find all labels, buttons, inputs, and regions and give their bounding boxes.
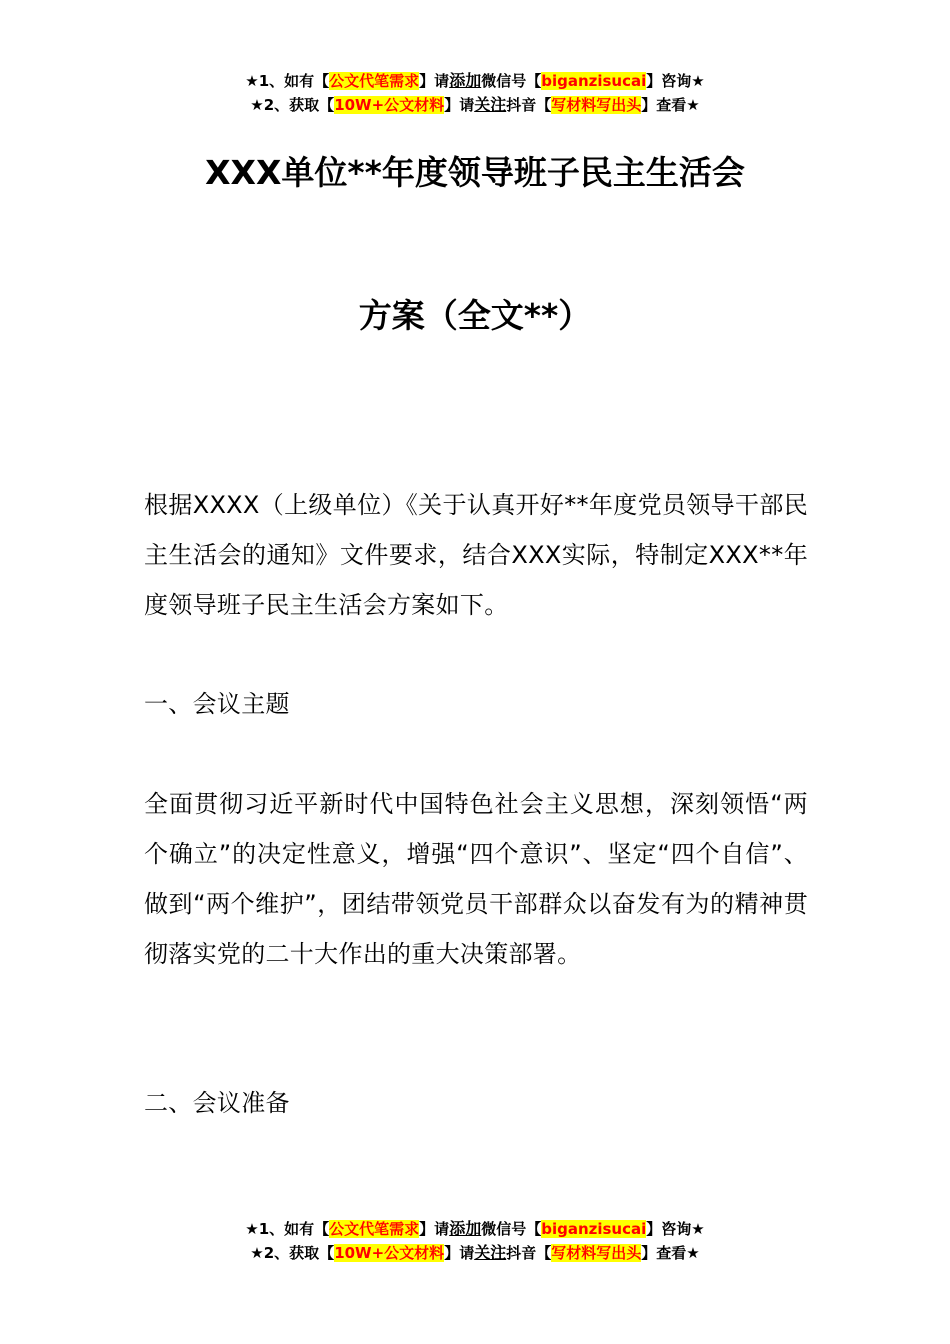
highlight-text: 公文代笔需求 [329,72,420,90]
footer-promo-line-2: ★2、获取【10W+公文材料】请关注抖音【写材料写出头】查看★ [250,1243,700,1262]
highlight-text: 写材料写出头 [551,96,642,114]
section-1-heading: 一、会议主题 [144,690,290,718]
footer-promo-line-1: ★1、如有【公文代笔需求】请添加微信号【biganzisucai】咨询★ [245,1219,705,1238]
footer-promo [0,1217,950,1265]
highlight-text: biganzisucai [541,1220,647,1238]
highlight-text: 10W+公文材料 [334,96,445,114]
underlined-text: 添加 [449,1219,482,1238]
section-1-body: 全面贯彻习近平新时代中国特色社会主义思想，深刻领悟“两个确立”的决定性意义，增强“四个意识”、坚定“四个自信”、做到“两个维护”，团结带领党员干部群众以奋发有为的精神贯彻落实党的二十大作出的重大决策部署。 [144,790,808,968]
document-title-line-1: XXX单位**年度领导班子民主生活会 [205,153,745,192]
header-promo-line-2: ★2、获取【10W+公文材料】请关注抖音【写材料写出头】查看★ [250,95,700,114]
underlined-text: 关注 [474,1243,507,1262]
underlined-text: 添加 [449,71,482,90]
highlight-text: 10W+公文材料 [334,1244,445,1262]
document-title-line-2: 方案（全文**） [358,296,592,335]
highlight-text: biganzisucai [541,72,647,90]
underlined-text: 关注 [474,95,507,114]
highlight-text: 公文代笔需求 [329,1220,420,1238]
header-promo [0,69,950,117]
highlight-text: 写材料写出头 [551,1244,642,1262]
header-promo-line-1: ★1、如有【公文代笔需求】请添加微信号【biganzisucai】咨询★ [245,71,705,90]
section-2-heading: 二、会议准备 [144,1089,290,1117]
intro-paragraph: 根据XXXX（上级单位）《关于认真开好**年度党员领导干部民主生活会的通知》文件要求，结合XXX实际，特制定XXX**年度领导班子民主生活会方案如下。 [144,491,808,619]
